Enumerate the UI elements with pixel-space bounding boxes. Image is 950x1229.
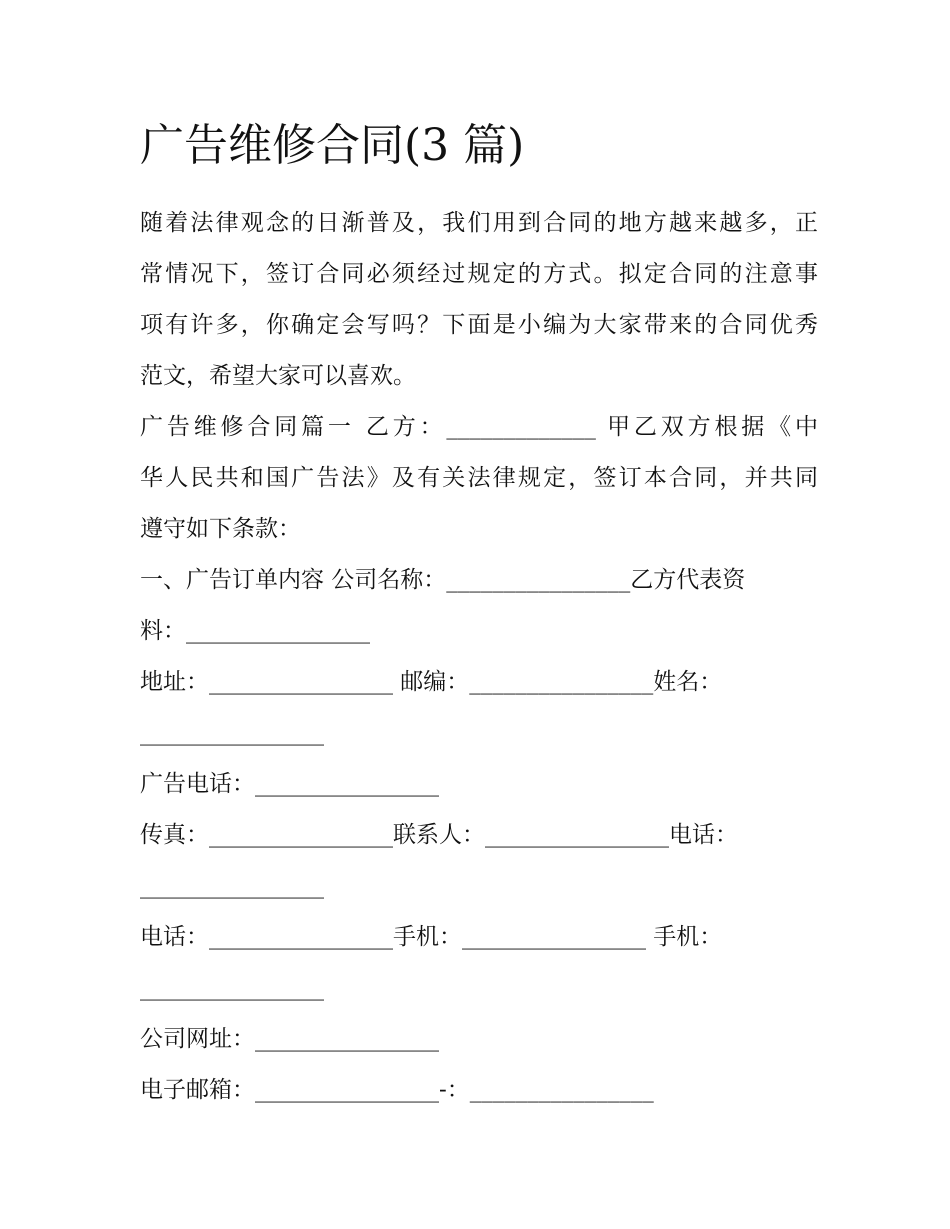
intro-line-3: 项有许多，你确定会写吗？下面是小编为大家带来的合同优秀 <box>140 312 818 338</box>
intro-line-1: 随着法律观念的日渐普及，我们用到合同的地方越来越多，正 <box>140 210 818 236</box>
intro-line-4: 范文，希望大家可以喜欢。 <box>140 363 416 389</box>
ad-phone-line: 广告电话：________________ <box>140 771 439 797</box>
mobile-line: 电话：________________手机：________________ 手机： <box>140 924 723 950</box>
section-one-line-1: 一、广告订单内容 公司名称：________________乙方代表资 <box>140 567 746 593</box>
website-line: 公司网址：________________ <box>140 1026 439 1052</box>
mobile-blank-line: ________________ <box>140 975 324 1001</box>
fax-line: 传真：________________联系人：________________电话： <box>140 822 738 848</box>
section-one-line-2: 料：________________ <box>140 618 370 644</box>
address-line: 地址：________________ 邮编：________________姓名： <box>140 669 723 695</box>
email-line: 电子邮箱：________________-：________________ <box>140 1077 654 1103</box>
phone-blank-line: ________________ <box>140 873 324 899</box>
contract-intro-line-2: 华人民共和国广告法》及有关法律规定，签订本合同，并共同 <box>140 465 818 491</box>
name-blank-line: ________________ <box>140 720 324 746</box>
contract-intro-line-3: 遵守如下条款： <box>140 516 301 542</box>
intro-line-2: 常情况下，签订合同必须经过规定的方式。拟定合同的注意事 <box>140 261 818 287</box>
document-body <box>140 198 818 1116</box>
document-title: 广告维修合同(3 篇) <box>140 120 525 171</box>
contract-intro-line-1: 广告维修合同篇一 乙方：_____________ 甲乙双方根据《中 <box>140 414 818 440</box>
